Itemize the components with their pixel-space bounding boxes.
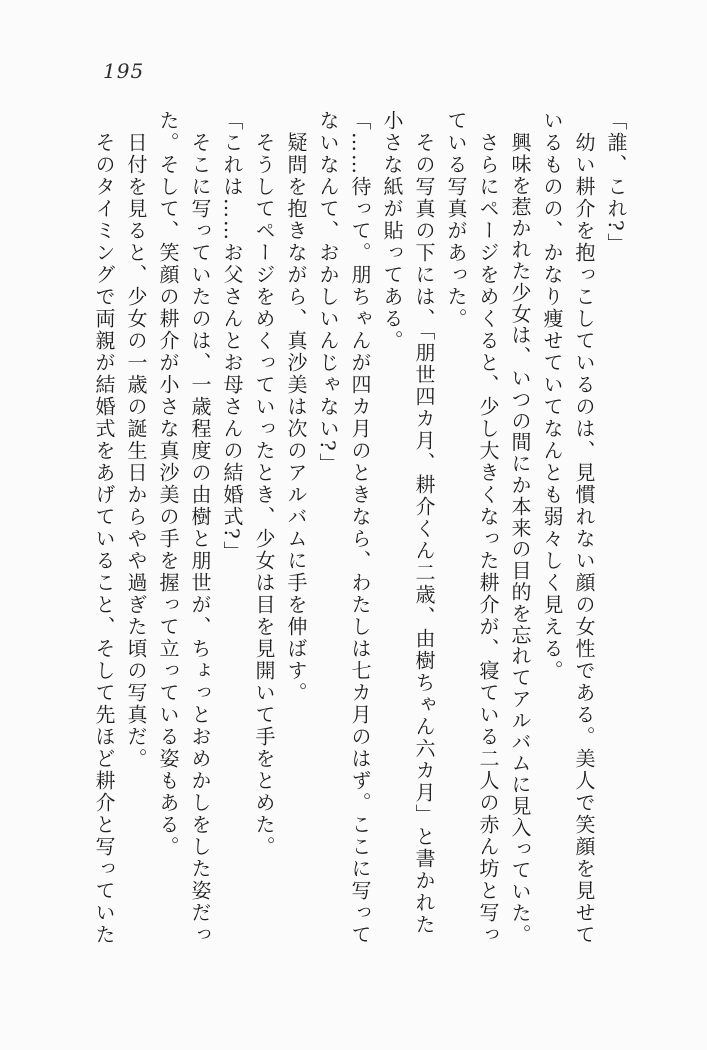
page-number: 195 [103, 59, 145, 83]
paragraph: 「……待って。朋ちゃんが四カ月のときなら、わたしは七カ月のはず。ここに写ってないなんて、おかしいんじゃない?」 [316, 110, 372, 946]
paragraph: そのタイミングで両親が結婚式をあげていること、そして先ほど耕介と写っていた [92, 132, 116, 946]
paragraph: 「これは……お父さんとお母さんの結婚式?」 [220, 110, 244, 563]
body-text [88, 110, 632, 948]
paragraph: 「誰、これ?」 [604, 110, 628, 255]
paragraph: 疑問を抱きながら、真沙美は次のアルバムに手を伸ばす。 [284, 132, 308, 704]
paragraph: 幼い耕介を抱っこしているのは、見慣れない顔の女性である。美人で笑顔を見せているものの、かなり痩せていてなんとも弱々しく見える。 [540, 110, 596, 946]
paragraph: 興味を惹かれた少女は、いつの間にか本来の目的を忘れてアルバムに見入っていた。 [508, 132, 532, 946]
paragraph: そこに写っていたのは、一歳程度の由樹と朋世が、ちょっとおめかしをした姿だった。そして、笑顔の耕介が小さな真沙美の手を握って立っている姿もある。 [156, 110, 212, 946]
paragraph: そうしてページをめくっていったとき、少女は目を見開いて手をとめた。 [252, 132, 276, 858]
paragraph: その写真の下には、「朋世四カ月、耕介くん二歳、由樹ちゃん六カ月」と書かれた小さな紙が貼ってある。 [380, 110, 436, 936]
paragraph: さらにページをめくると、少し大きくなった耕介が、寝ている二人の赤ん坊と写っている写真があった。 [444, 110, 500, 946]
paragraph: 日付を見ると、少女の一歳の誕生日からやや過ぎた頃の写真だ。 [124, 132, 148, 770]
